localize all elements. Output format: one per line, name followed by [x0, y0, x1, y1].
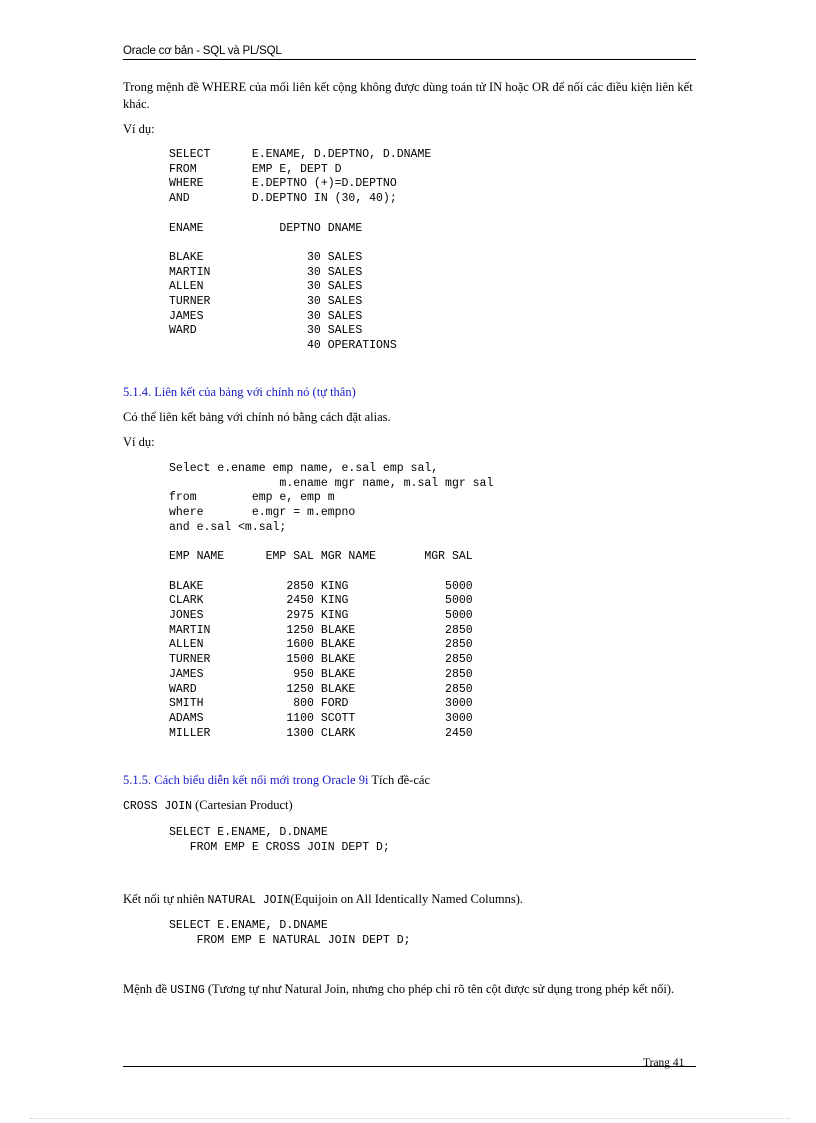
- example-label-2: Ví dụ:: [123, 435, 155, 449]
- code-block-cross-join: SELECT E.ENAME, D.DNAME FROM EMP E CROSS JOIN DEPT D;: [169, 826, 390, 854]
- code-block-self-join: Select e.ename emp name, e.sal emp sal, m.ename mgr name, m.sal mgr sal from emp e, emp m where e.mgr = m.empno and e.sal <m.sal; EMP NAME EMP SAL MGR NAME MGR SAL BLAKE 2850 KING 5000 CLARK 2450 KING 5000 JONES 2975 KING 5000 MARTIN 1250 BLAKE 2850 ALLEN 1600 BLAKE 2850 TURNER 1500 BLAKE 2850 JAMES 950 BLAKE 2850 WARD 1250 BLAKE 2850 SMITH 800 FORD 3000 ADAMS 1100 SCOTT 3000 MILLER 1300 CLARK 2450: [169, 462, 494, 740]
- code-block-outer-join: SELECT E.ENAME, D.DEPTNO, D.DNAME FROM EMP E, DEPT D WHERE E.DEPTNO (+)=D.DEPTNO AND D.DEPTNO IN (30, 40); ENAME DEPTNO DNAME BLAKE 30 SALES MARTIN 30 SALES ALLEN 30 SALES TURNER 30 SALES JAMES 30 SALES WARD 30 SALES 40 OPERATIONS: [169, 148, 432, 353]
- header-rule: [123, 59, 696, 60]
- section-heading-515: 5.1.5. Cách biểu diễn kết nối mới trong Oracle 9i: [123, 773, 369, 787]
- section-514-text: Có thể liên kết bảng với chính nó bằng cách đặt alias.: [123, 410, 391, 424]
- footer-page-number: Trang 41: [643, 1057, 685, 1069]
- using-desc: (Tương tự như Natural Join, nhưng cho phép chỉ rõ tên cột được sử dụng trong phép kết nối).: [204, 982, 675, 996]
- code-block-natural-join: SELECT E.ENAME, D.DNAME FROM EMP E NATURAL JOIN DEPT D;: [169, 919, 411, 947]
- cross-join-line: [123, 797, 713, 815]
- page-bottom-border: [30, 1118, 790, 1119]
- header-title: Oracle cơ bản - SQL và PL/SQL: [123, 45, 282, 57]
- natural-join-prefix: Kết nối tự nhiên: [123, 892, 208, 906]
- section-heading-515-line: [123, 772, 713, 789]
- using-keyword: USING: [170, 984, 205, 997]
- intro-paragraph: Trong mệnh đề WHERE của mối liên kết cộng không được dùng toán tử IN hoặc OR để nối các điều kiện liên kết khác.: [123, 80, 693, 111]
- natural-join-desc: (Equijoin on All Identically Named Columns).: [290, 892, 523, 906]
- using-prefix: Mệnh đề: [123, 982, 171, 996]
- cross-join-desc: (Cartesian Product): [195, 798, 293, 812]
- cross-join-keyword: CROSS JOIN: [123, 800, 193, 813]
- section-heading-514: 5.1.4. Liên kết của bảng với chính nó (tự thân): [123, 385, 356, 399]
- natural-join-keyword: NATURAL JOIN: [207, 894, 291, 907]
- natural-join-line: [123, 891, 713, 909]
- section-515-suffix: Tích đề-các: [368, 773, 430, 787]
- footer-rule: [123, 1066, 696, 1067]
- using-paragraph: [123, 981, 713, 999]
- example-label-1: Ví dụ:: [123, 122, 155, 136]
